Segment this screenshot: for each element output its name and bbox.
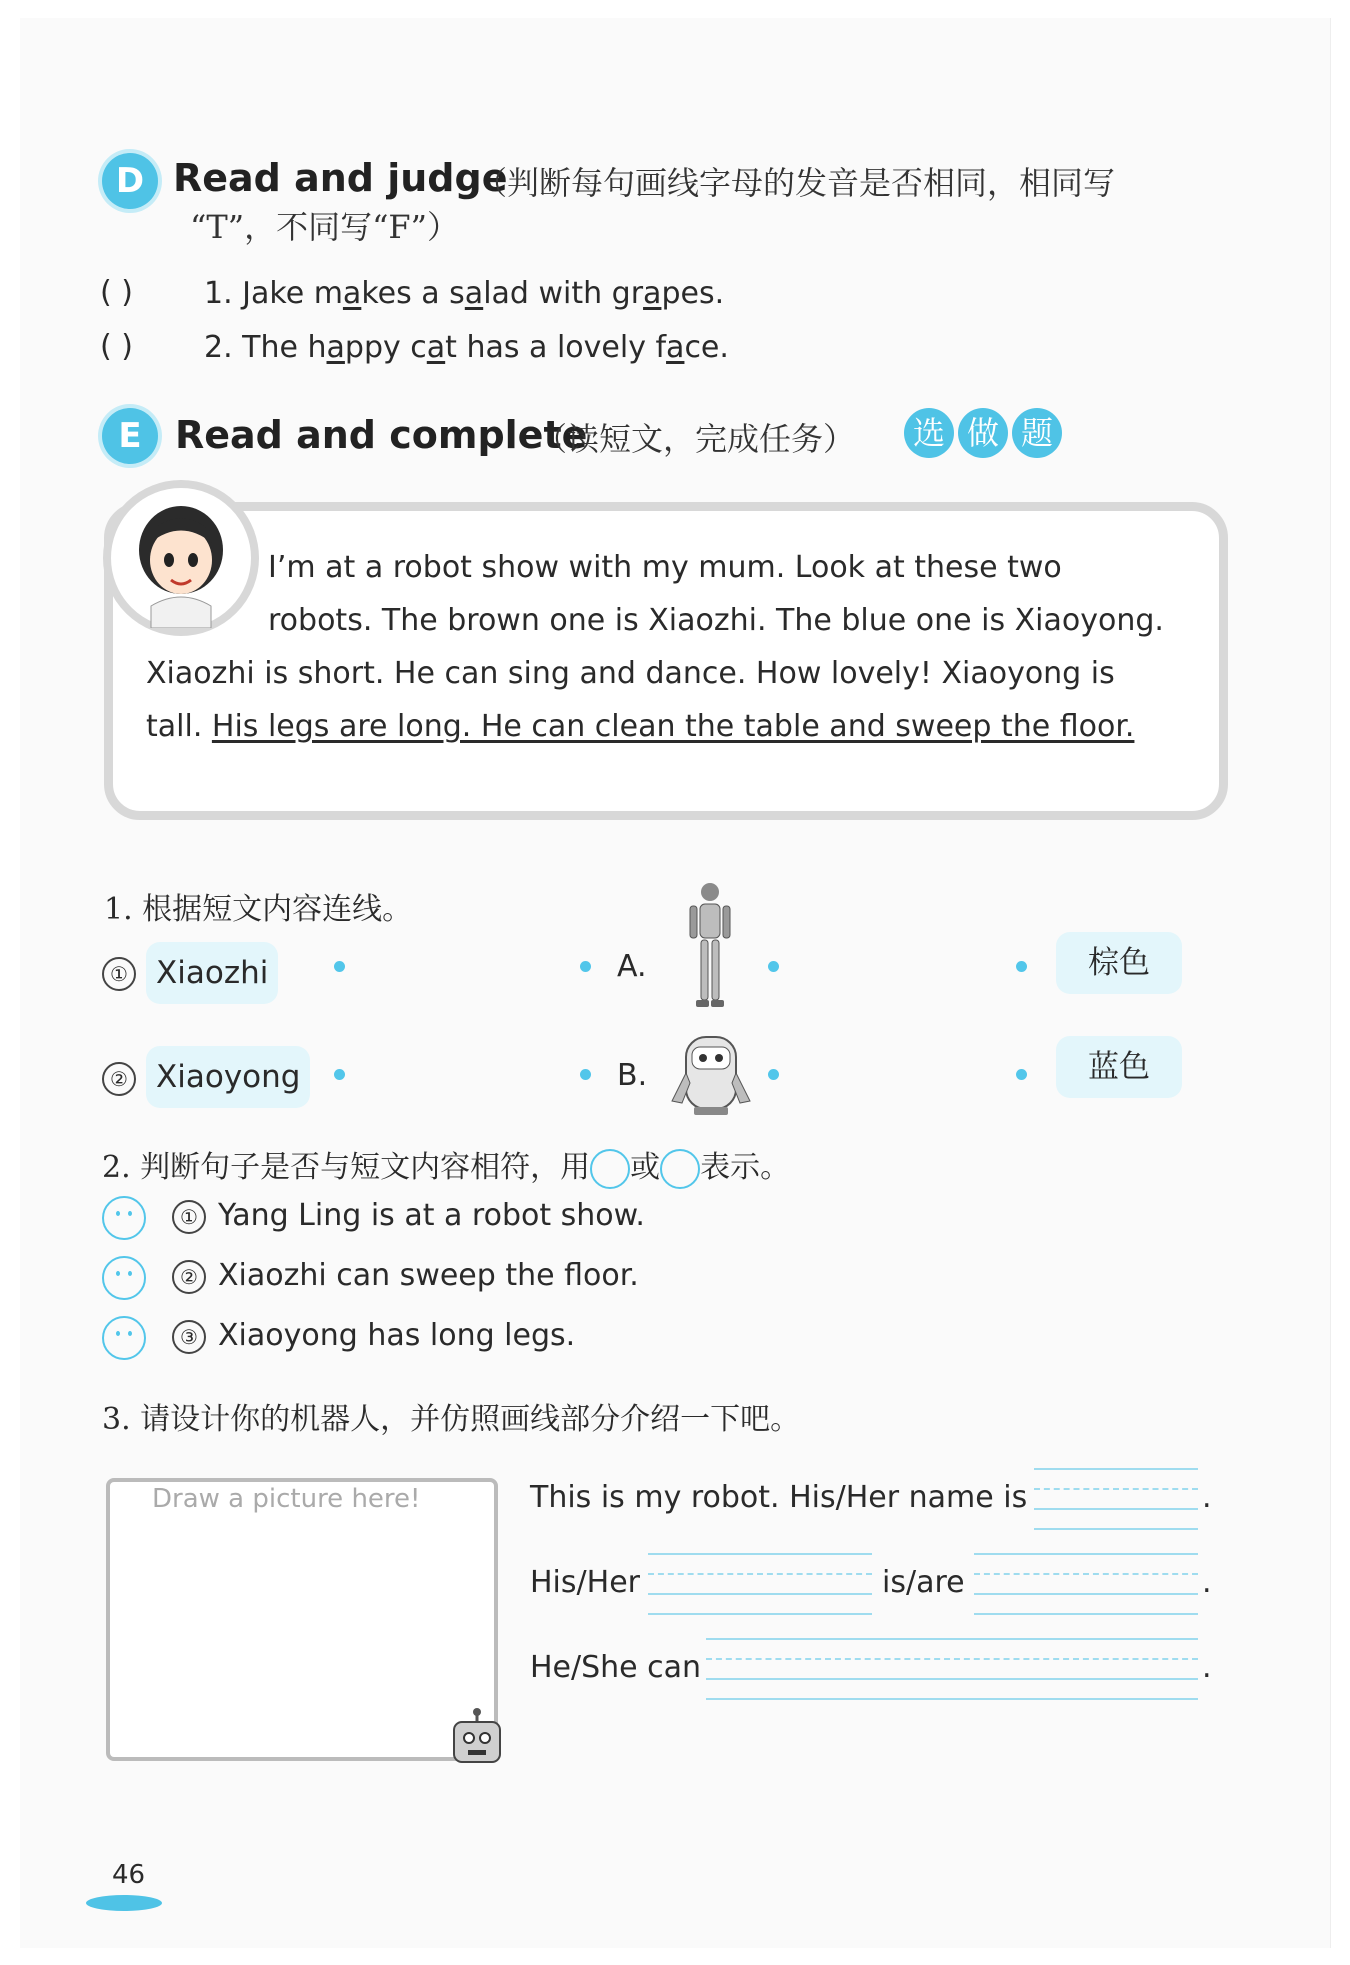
sentence-he-she-can: He/She can [530, 1650, 702, 1685]
drawing-frame-label: Draw a picture here! [152, 1484, 421, 1514]
description-line-mid [974, 1573, 1198, 1575]
name-line-mid [1034, 1488, 1198, 1490]
match-dot-mid-right-a[interactable] [768, 961, 779, 972]
section-e-title: Read and complete [175, 413, 588, 457]
tag-ti: 题 [1012, 408, 1062, 458]
optional-task-tags [900, 408, 1062, 458]
color-blue: 蓝色 [1056, 1036, 1182, 1098]
story-underlined-part: His legs are long. He can clean the table and sweep the floor. [211, 709, 1135, 744]
feature-line-bottom [648, 1613, 872, 1615]
answer-blank-1[interactable]: ( ) [100, 275, 133, 310]
section-e-badge: E [102, 408, 158, 464]
story-line-2: robots. The brown one is Xiaozhi. The blue one is Xiaoyong. [268, 603, 1164, 638]
task2-item-1: ① Yang Ling is at a robot show. [172, 1198, 645, 1234]
ability-line-mid [706, 1658, 1198, 1660]
story-line-4: tall. His legs are long. He can clean the table and sweep the floor. [146, 709, 1135, 744]
description-line-bottom [974, 1613, 1198, 1615]
ability-input-line[interactable] [706, 1678, 1198, 1680]
sad-face-icon [660, 1149, 700, 1189]
section-d-instruction: （判断每句画线字母的发音是否相同，相同写 [475, 164, 1116, 202]
description-input-line[interactable] [974, 1593, 1198, 1595]
task1-left-num-1: ① [102, 955, 148, 991]
name-xiaozhi: Xiaozhi [146, 942, 278, 1004]
feature-input-line[interactable] [648, 1593, 872, 1595]
story-line-1: I’m at a robot show with my mum. Look at these two [268, 550, 1062, 585]
match-dot-mid-left-b[interactable] [580, 1069, 591, 1080]
drawing-frame[interactable] [106, 1478, 498, 1761]
sentence-is-are: is/are [882, 1565, 965, 1600]
tag-xuan: 选 [904, 408, 954, 458]
page-number-swoosh [86, 1895, 162, 1911]
judge-sentence-2: 2. The happy cat has a lovely face. [204, 330, 729, 365]
ability-line-bottom [706, 1698, 1198, 1700]
tall-robot-image [680, 880, 740, 1014]
judge-sentence-1: 1. Jake makes a salad with grapes. [204, 276, 725, 311]
period-3: . [1202, 1650, 1212, 1685]
feature-line-top [648, 1553, 872, 1555]
section-e-instruction: （读短文，完成任务） [535, 420, 856, 458]
section-d-title: Read and judge [173, 156, 508, 200]
section-d-badge: D [102, 153, 158, 209]
color-brown: 棕色 [1056, 932, 1182, 994]
small-robot-icon [450, 1708, 504, 1770]
ability-line-top [706, 1638, 1198, 1640]
face-answer-2[interactable] [102, 1256, 146, 1300]
match-dot-right-1[interactable] [1016, 961, 1027, 972]
sentence-his-her: His/Her [530, 1565, 640, 1600]
task2-title: 2. 判断句子是否与短文内容相符，用 或 表示。 [102, 1142, 790, 1189]
description-line-top [974, 1553, 1198, 1555]
girl-avatar [103, 480, 259, 636]
name-input-line[interactable] [1034, 1508, 1198, 1510]
option-a-label: A. [617, 949, 647, 984]
match-dot-mid-left-a[interactable] [580, 961, 591, 972]
task2-item-3: ③ Xiaoyong has long legs. [172, 1318, 575, 1354]
name-line-top [1034, 1468, 1198, 1470]
task1-left-num-2: ② [102, 1060, 148, 1096]
answer-blank-2[interactable]: ( ) [100, 329, 133, 364]
match-dot-right-2[interactable] [1016, 1069, 1027, 1080]
task3-title: 3. 请设计你的机器人，并仿照画线部分介绍一下吧。 [102, 1402, 801, 1437]
feature-line-mid [648, 1573, 872, 1575]
page-number: 46 [112, 1860, 146, 1890]
section-d-instruction-2: “T”，不同写“F”） [190, 208, 459, 246]
tag-zuo: 做 [958, 408, 1008, 458]
period-1: . [1202, 1480, 1212, 1515]
short-robot-image [668, 1033, 754, 1121]
task2-item-2: ② Xiaozhi can sweep the floor. [172, 1258, 639, 1294]
period-2: . [1202, 1565, 1212, 1600]
face-answer-1[interactable] [102, 1196, 146, 1240]
sentence-name: This is my robot. His/Her name is [530, 1480, 1028, 1515]
name-xiaoyong: Xiaoyong [146, 1046, 310, 1108]
story-line-3: Xiaozhi is short. He can sing and dance. How lovely! Xiaoyong is [146, 656, 1115, 691]
happy-face-icon [590, 1149, 630, 1189]
task1-title: 1. 根据短文内容连线。 [104, 892, 413, 927]
name-line-bottom [1034, 1528, 1198, 1530]
match-dot-mid-right-b[interactable] [768, 1069, 779, 1080]
match-dot-left-1[interactable] [334, 961, 345, 972]
match-dot-left-2[interactable] [334, 1069, 345, 1080]
option-b-label: B. [617, 1058, 648, 1093]
face-answer-3[interactable] [102, 1316, 146, 1360]
